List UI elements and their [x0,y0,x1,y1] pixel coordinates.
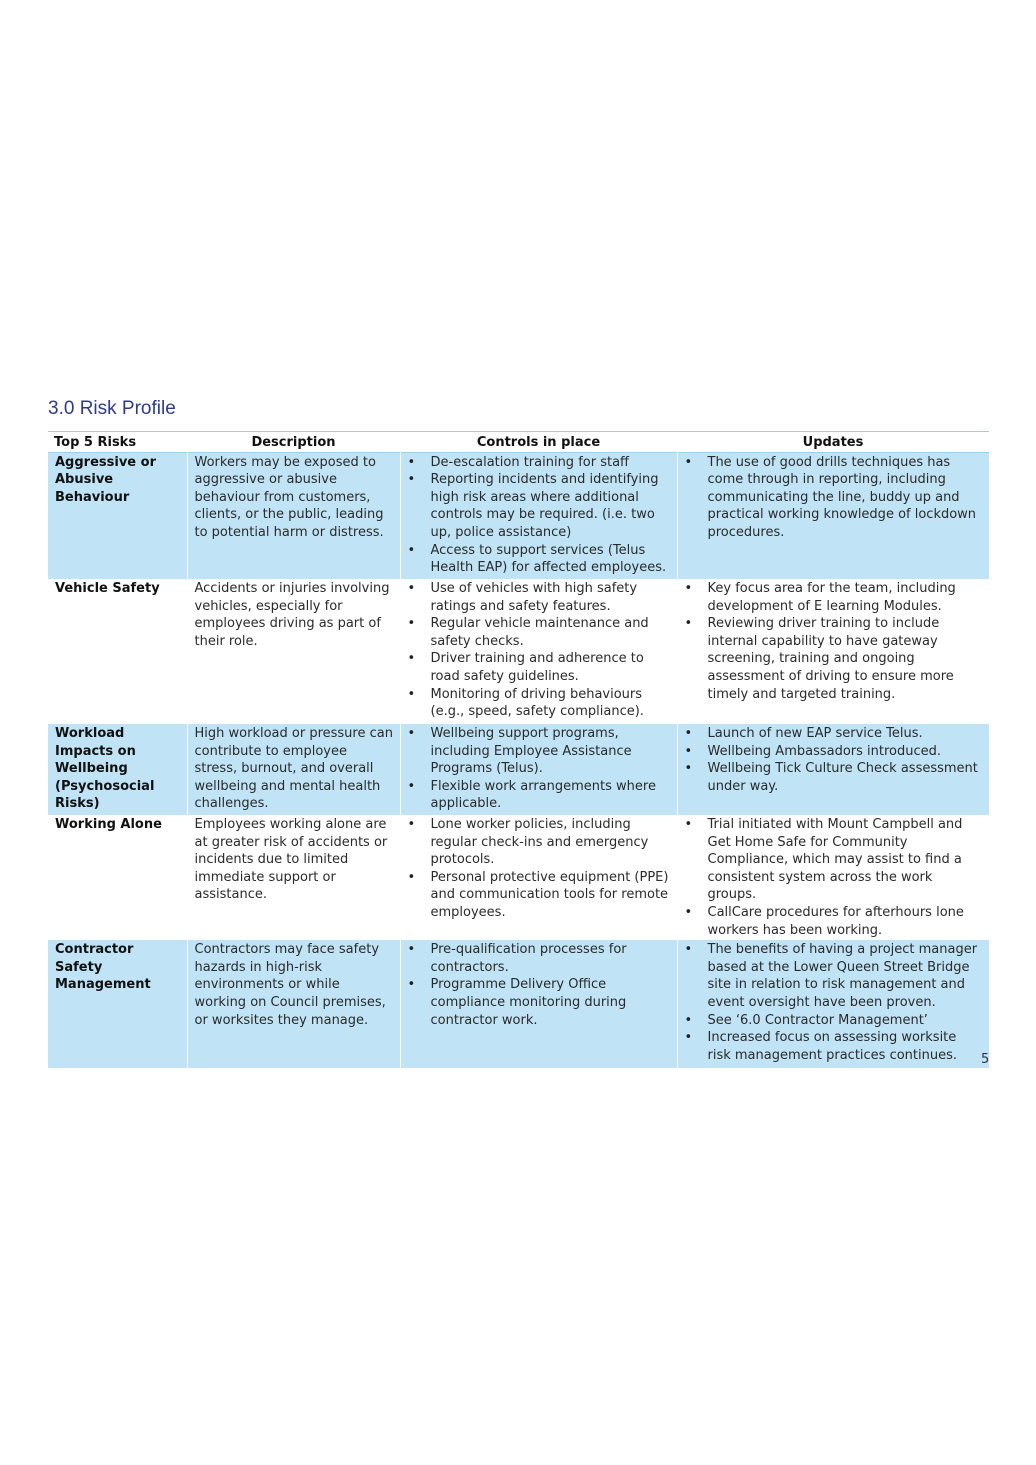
list-item: • Use of vehicles with high safety ratings and safety features. [431,580,671,615]
table-row [48,724,989,815]
controls-list [408,816,671,922]
list-item: • Driver training and adherence to road safety guidelines. [431,650,671,685]
list-item: • Reporting incidents and identifying high risk areas where additional controls may be required. (i.e. two up, police assistance) [431,471,671,541]
list-item: • Access to support services (Telus Health EAP) for affected employees. [431,542,671,577]
list-item: • Reviewing driver training to include internal capability to have gateway screening, training and ongoing assessment of driving to ensure more timely and targeted training. [708,615,984,703]
risk-name: Aggressive or Abusive Behaviour [48,452,187,579]
risk-description: Contractors may face safety hazards in high-risk environments or while working on Council premises, or worksites they manage. [187,940,400,1068]
updates-list [685,941,984,1064]
list-item: • Increased focus on assessing worksite risk management practices continues. [708,1029,984,1064]
risk-description: Employees working alone are at greater risk of accidents or incidents due to limited immediate support or assistance. [187,815,400,940]
controls-list [408,580,671,721]
updates-list [685,725,984,795]
controls-list [408,941,671,1029]
list-item: • Monitoring of driving behaviours (e.g., speed, safety compliance). [431,686,671,721]
header-controls: Controls in place [476,435,601,450]
list-item: • Lone worker policies, including regular check-ins and emergency protocols. [431,816,671,869]
list-item: • Launch of new EAP service Telus. [708,725,984,743]
table-row [48,940,989,1068]
risk-name: Workload Impacts on Wellbeing (Psychosocial Risks) [48,724,187,815]
list-item: • Regular vehicle maintenance and safety checks. [431,615,671,650]
section-title: 3.0 Risk Profile [48,398,176,419]
updates-cell [677,579,989,724]
list-item: • Wellbeing Ambassadors introduced. [708,743,984,761]
controls-list [408,454,671,577]
risk-description: Accidents or injuries involving vehicles, especially for employees driving as part of their role. [187,579,400,724]
list-item: • Pre-qualification processes for contractors. [431,941,671,976]
header-description: Description [251,435,336,450]
controls-cell [400,940,677,1068]
updates-list [685,454,984,542]
list-item: • Personal protective equipment (PPE) and communication tools for remote employees. [431,869,671,922]
table-row [48,452,989,579]
list-item: • See ‘6.0 Contractor Management’ [708,1012,984,1030]
risk-name: Working Alone [55,817,162,833]
risk-profile-table [48,431,989,1068]
controls-cell [400,724,677,815]
table-header-row [48,432,989,453]
table-row [48,815,989,940]
list-item: • Flexible work arrangements where applicable. [431,778,671,813]
list-item: • CallCare procedures for afterhours lone workers has been working. [708,904,984,939]
risk-name: Vehicle Safety [55,581,160,597]
list-item: • Key focus area for the team, including development of E learning Modules. [708,580,984,615]
risk-description: High workload or pressure can contribute to employee stress, burnout, and overall wellbeing and mental health challenges. [187,724,400,815]
updates-cell [677,452,989,579]
risk-description: Workers may be exposed to aggressive or abusive behaviour from customers, clients, or the public, leading to potential harm or distress. [187,452,400,579]
table-row [48,579,989,724]
updates-list [685,816,984,939]
list-item: • Wellbeing Tick Culture Check assessment under way. [708,760,984,795]
list-item: • The benefits of having a project manager based at the Lower Queen Street Bridge site in relation to risk management and event oversight have been proven. [708,941,984,1011]
updates-cell [677,724,989,815]
controls-cell [400,815,677,940]
header-updates: Updates [802,435,864,450]
list-item: • Programme Delivery Office compliance monitoring during contractor work. [431,976,671,1029]
page-number: 5 [981,1052,990,1067]
controls-cell [400,579,677,724]
controls-cell [400,452,677,579]
updates-cell [677,940,989,1068]
list-item: • The use of good drills techniques has come through in reporting, including communicating the line, buddy up and practical working knowledge of lockdown procedures. [708,454,984,542]
list-item: • Trial initiated with Mount Campbell and Get Home Safe for Community Compliance, which may assist to find a consistent system across the work groups. [708,816,984,904]
list-item: • Wellbeing support programs, including Employee Assistance Programs (Telus). [431,725,671,778]
controls-list [408,725,671,813]
risk-name: Contractor Safety Management [48,940,187,1068]
list-item: • De-escalation training for staff [431,454,671,472]
updates-list [685,580,984,703]
header-top-risks: Top 5 Risks [54,435,137,450]
updates-cell [677,815,989,940]
